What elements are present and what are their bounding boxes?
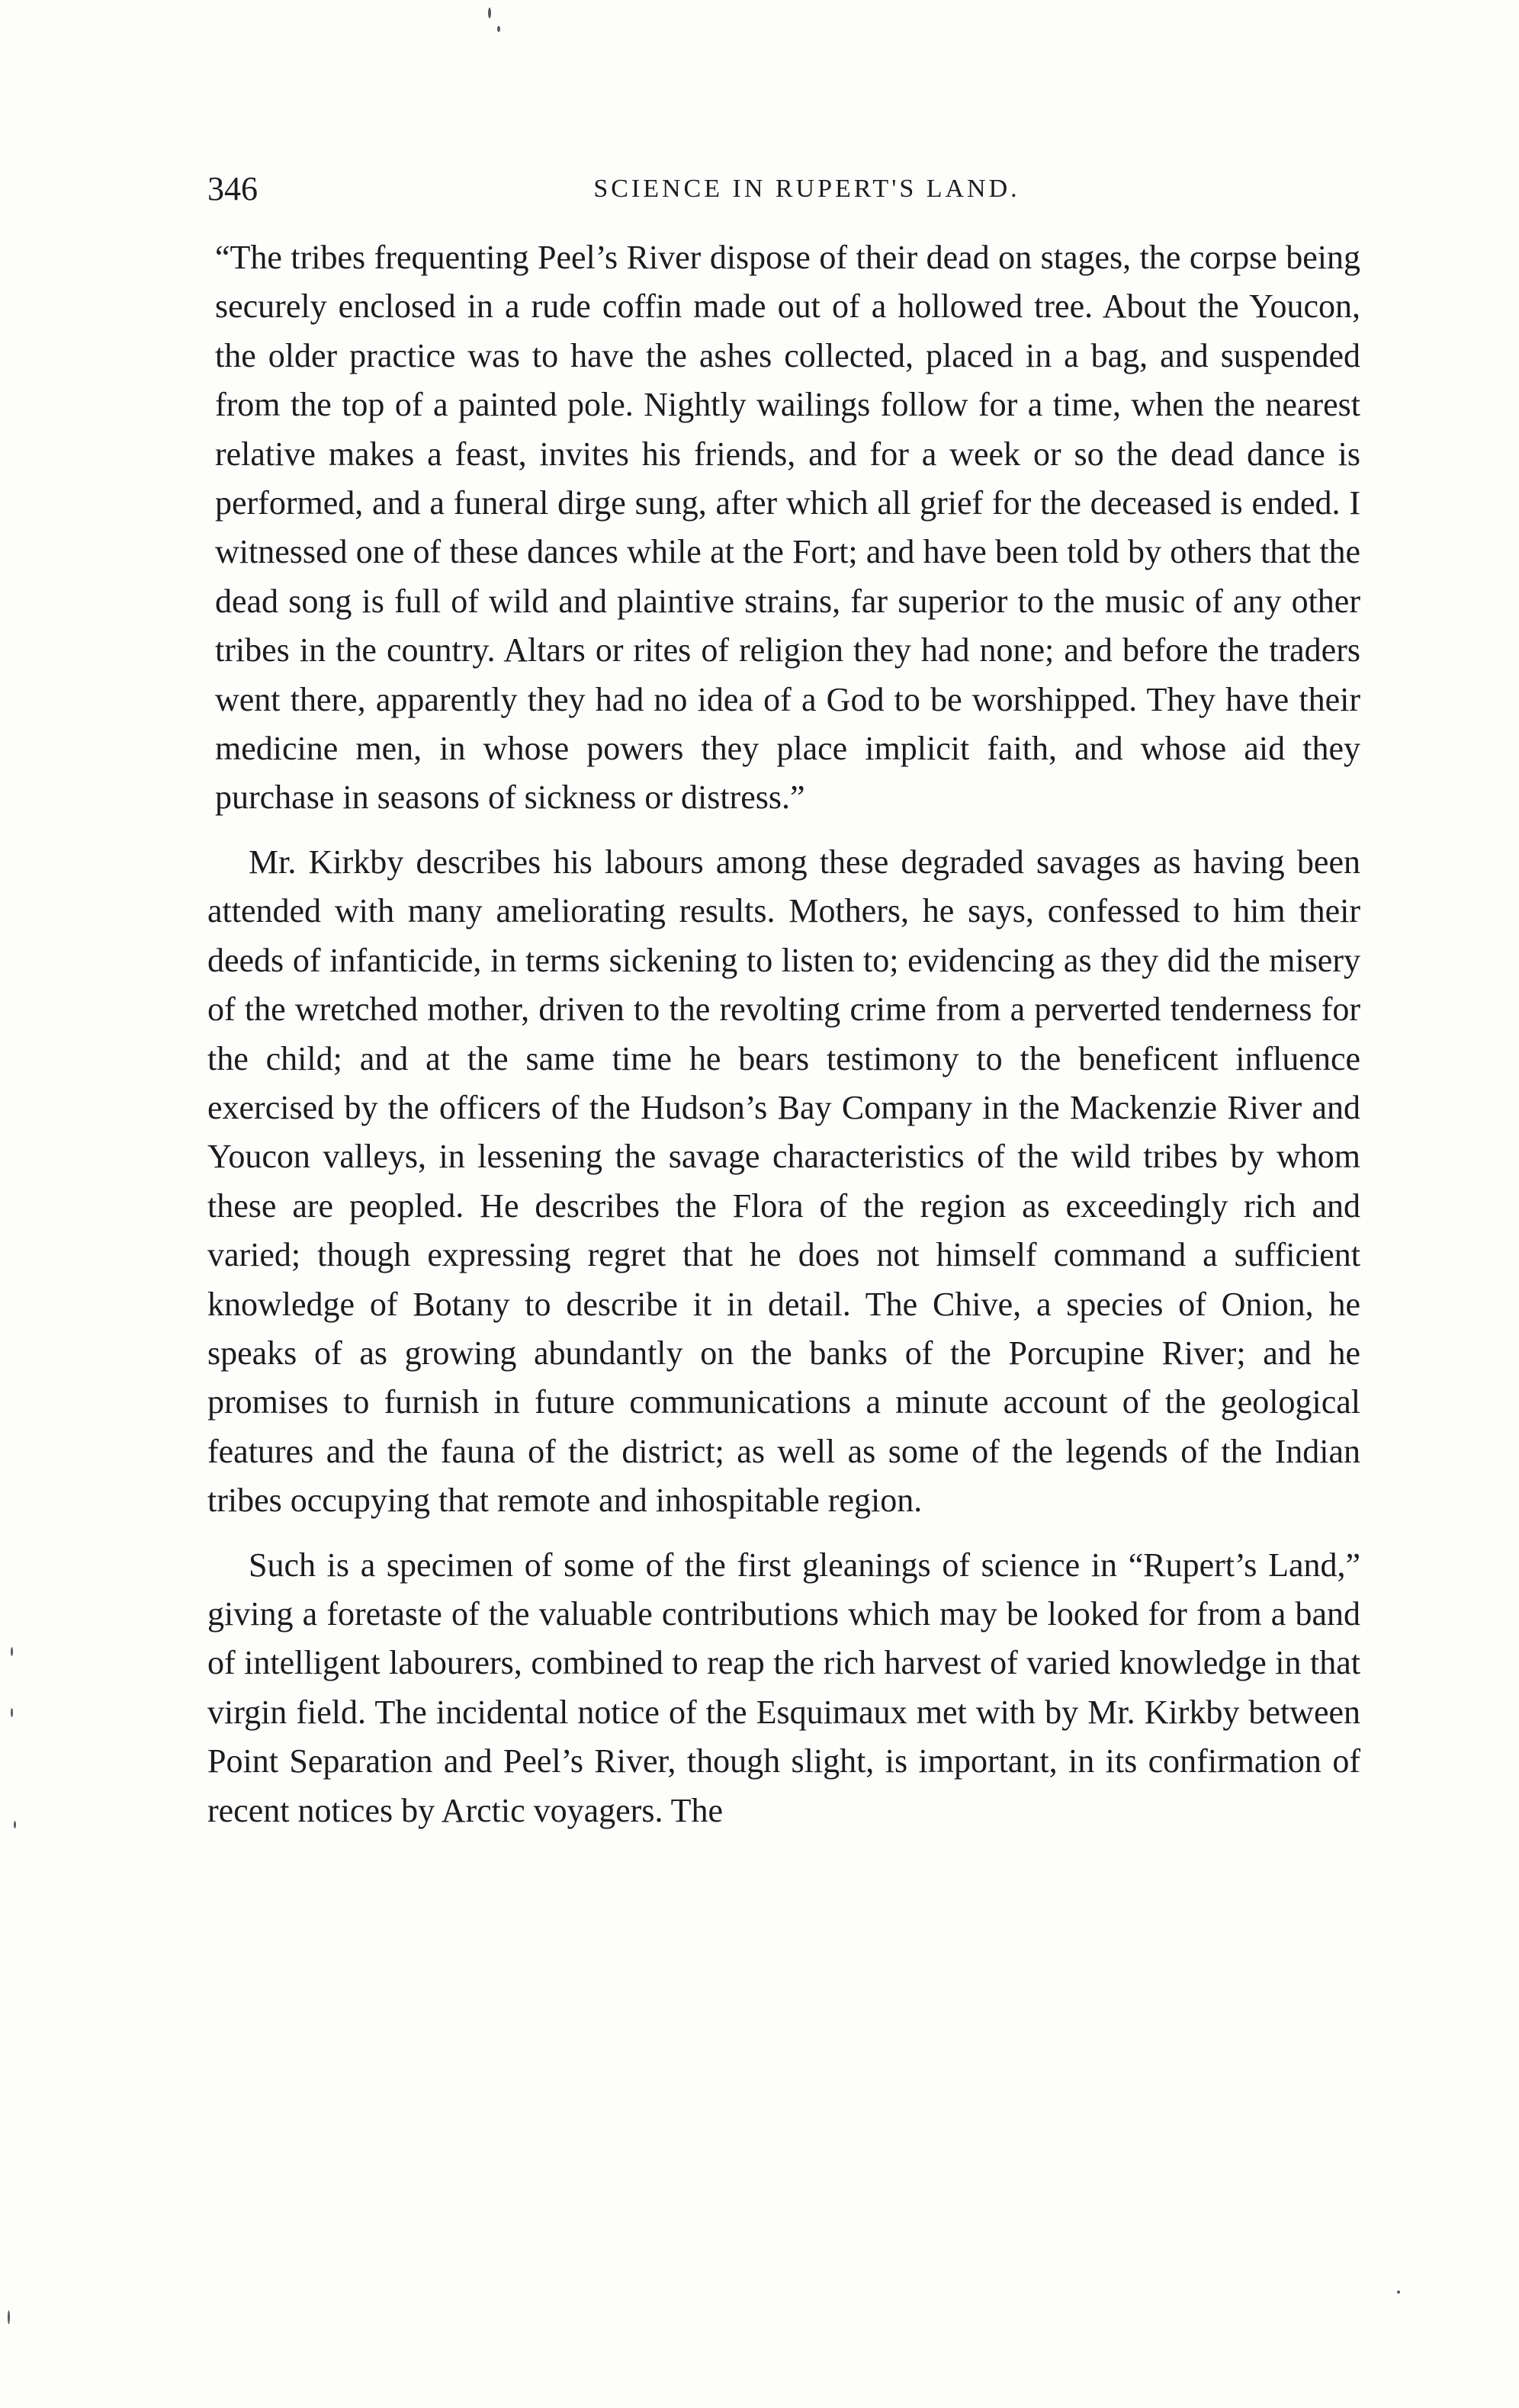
paragraph-quote: “The tribes frequenting Peel’s River dispose of their dead on stages, the corpse being securely enclosed in a rude coffin made out of a hollowed tree. About the Youcon, the older practice was to have the ashes collected, placed in a bag, and suspended from the top of a painted pole. Nightly wailings follow for a time, when the nearest relative makes a feast, invites his friends, and for a week or so the dead dance is performed, and a funeral dirge sung, after which all grief for the deceased is ended. I witnessed one of these dances while at the Fort; and have been told by others that the dead song is full of wild and plaintive strains, far superior to the music of any other tribes in the country. Altars or rites of religion they had none; and before the traders went there, apparently they had no idea of a God to be worshipped. They have their medicine men, in whose powers they place implicit faith, and whose aid they purchase in seasons of sickness or distress.” [215, 239, 1360, 817]
paragraph-gleanings: Such is a specimen of some of the first gleanings of science in “Rupert’s Land,” giving a foretaste of the valuable contributions which may be looked for from a band of intelligent labourers, combined to reap the rich harvest of varied knowledge in that virgin field. The incidental notice of the Esquimaux met with by Mr. Kirkby between Point Separation and Peel’s River, though slight, is important, in its confirmation of recent notices by Arctic voyagers. The [207, 1546, 1360, 1829]
scan-speck [11, 1708, 13, 1717]
paragraph-kirkby: Mr. Kirkby describes his labours among these degraded savages as having been attended with many ameliorating results. Mothers, he says, confessed to him their deeds of infanticide, in terms sickening to listen to; evidencing as they did the misery of the wretched mother, driven to the revolting crime from a perverted tenderness for the child; and at the same time he bears testimony to the beneficent influence exercised by the officers of the Hudson’s Bay Company in the Mackenzie River and Youcon valleys, in lessening the savage characteristics of the wild tribes by whom these are peopled. He describes the Flora of the region as exceedingly rich and varied; though expressing regret that he does not himself command a sufficient knowledge of Botany to describe it in detail. The Chive, a species of Onion, he speaks of as growing abundantly on the banks of the Porcupine River; and he promises to furnish in future communications a minute account of the geological features and the fauna of the district; as well as some of the legends of the Indian tribes occupying that remote and inhospitable region. [207, 843, 1360, 1520]
scan-speck [1397, 2291, 1400, 2294]
scan-speck [14, 1821, 16, 1828]
scan-speck [11, 1647, 13, 1656]
scan-speck [497, 26, 500, 32]
body-text [207, 233, 1360, 1851]
scan-speck [488, 8, 491, 18]
page-number: 346 [207, 170, 258, 207]
running-head: SCIENCE IN RUPERT'S LAND. [593, 175, 1020, 203]
page-header [207, 166, 1360, 212]
scan-speck [8, 2310, 10, 2324]
